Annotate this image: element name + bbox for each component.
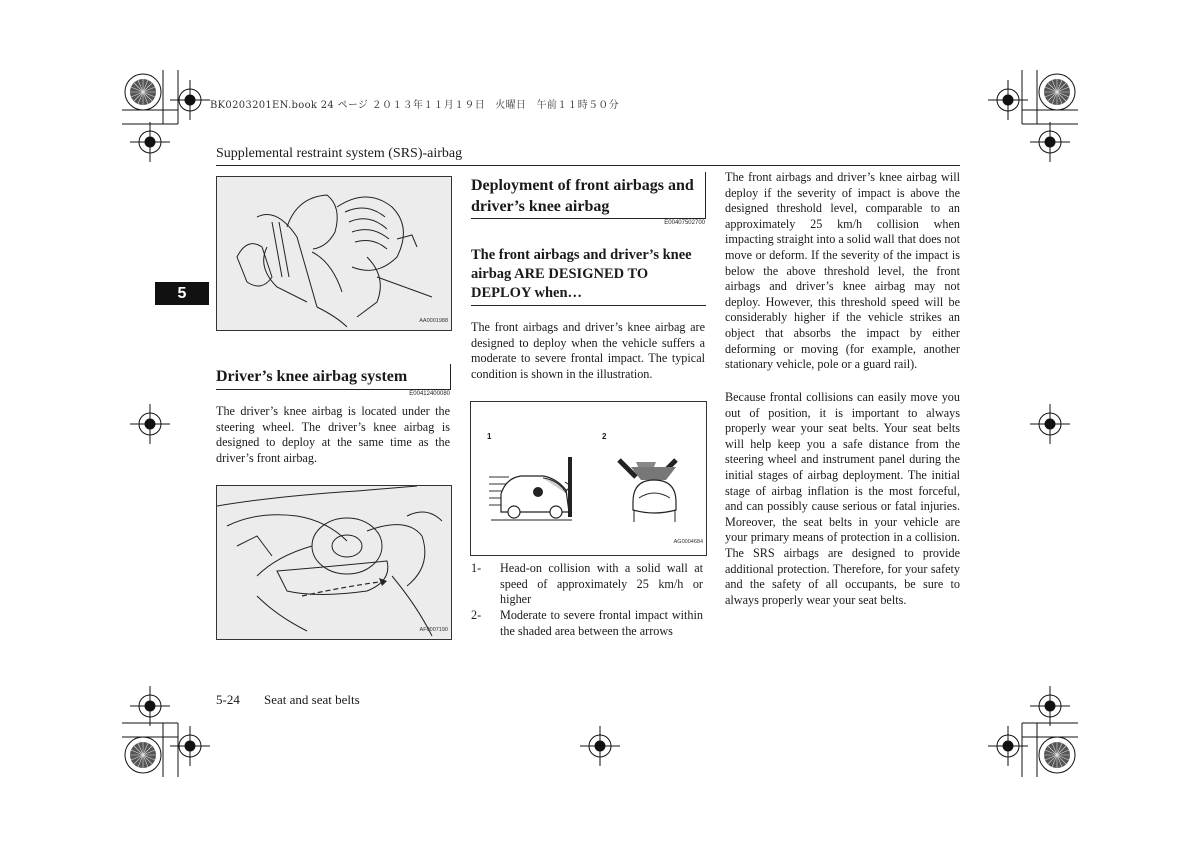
page-number: 5-24 — [216, 692, 240, 707]
figure-code: AF0007190 — [419, 627, 448, 633]
knee-airbag-paragraph: The driver’s knee airbag is located under the steering wheel. The driver’s knee airbag is designed to deploy at the same time as the driver’s front airbag. — [216, 404, 450, 465]
section-heading-deployment: Deployment of front airbags and driver’s knee airbag — [471, 177, 694, 215]
list-item — [471, 561, 703, 608]
subheading-rule — [471, 305, 706, 306]
heading-rule — [471, 218, 706, 219]
header-rule — [216, 165, 960, 166]
heading-code: E00407502700 — [664, 220, 705, 226]
knee-airbag-location-illustration — [216, 485, 452, 640]
list-item-text: Head-on collision with a solid wall at speed of approximately 25 km/h or higher — [500, 561, 703, 607]
subheading-designed-to-deploy: The front airbags and driver’s knee airbag ARE DESIGNED TO DEPLOY when… — [471, 247, 692, 301]
figure-label-2: 2 — [602, 432, 607, 441]
airbag-deployment-drawing — [217, 177, 451, 330]
threshold-paragraph: The front airbags and driver’s knee airbag will deploy if the severity of impact is above the designed threshold level, comparable to an approximately 25 km/h collision when impacting straight into a solid wall that does not move or deform. If the severity of the impact is below the above threshold level, the front airbags and driver’s knee airbag may not deploy. However, this threshold speed will be considerably higher if the vehicle strikes an object that absorbs the impact by either deforming or moving (for example, another stationary vehicle, pole or a guard rail). — [725, 170, 960, 372]
heading-rule — [216, 389, 451, 390]
seat-belt-paragraph: Because frontal collisions can easily move you out of position, it is important to always properly wear your seat belts. Your seat belts will help keep you a safe distance from the steering wheel and instrument panel during the initial stages of airbag deployment. The initial stage of airbag inflation is the most forceful, and can possibly cause serious or fatal injuries. Moreover, the seat belts in your vehicle are your primary means of protection in a collision. The SRS airbags are designed to provide additional protection. Therefore, for your safety and the safety of all occupants, be sure to always properly wear your seat belts. — [725, 390, 960, 607]
collision-illustration — [470, 401, 707, 556]
dashboard-drawing — [217, 486, 451, 639]
knee-airbag-deployment-illustration — [216, 176, 452, 331]
print-info-line: BK0203201EN.book 24 ページ ２０１３年１１月１９日 火曜日 午前１１時５０分 — [210, 100, 619, 111]
figure-label-1: 1 — [487, 432, 492, 441]
heading-rule-tick — [450, 364, 451, 389]
heading-rule-tick — [705, 172, 706, 218]
list-item-text: Moderate to severe frontal impact within the shaded area between the arrows — [500, 608, 703, 638]
heading-code: E00412400080 — [409, 391, 450, 397]
collision-drawing — [471, 402, 706, 555]
footer-section-title: Seat and seat belts — [264, 692, 360, 707]
figure-code: AG0004684 — [673, 539, 703, 545]
section-heading-knee-airbag: Driver’s knee airbag system — [216, 368, 408, 385]
list-item-number: 2- — [471, 608, 482, 622]
running-head: Supplemental restraint system (SRS)-airbag — [216, 146, 463, 161]
chapter-tab: 5 — [155, 282, 209, 305]
deployment-paragraph: The front airbags and driver’s knee airbag are designed to deploy when the vehicle suffers a moderate to severe frontal impact. The typical condition is shown in the illustration. — [471, 320, 705, 381]
list-item-number: 1- — [471, 561, 482, 575]
figure-code: AA0001988 — [419, 318, 448, 324]
list-item — [471, 608, 703, 655]
